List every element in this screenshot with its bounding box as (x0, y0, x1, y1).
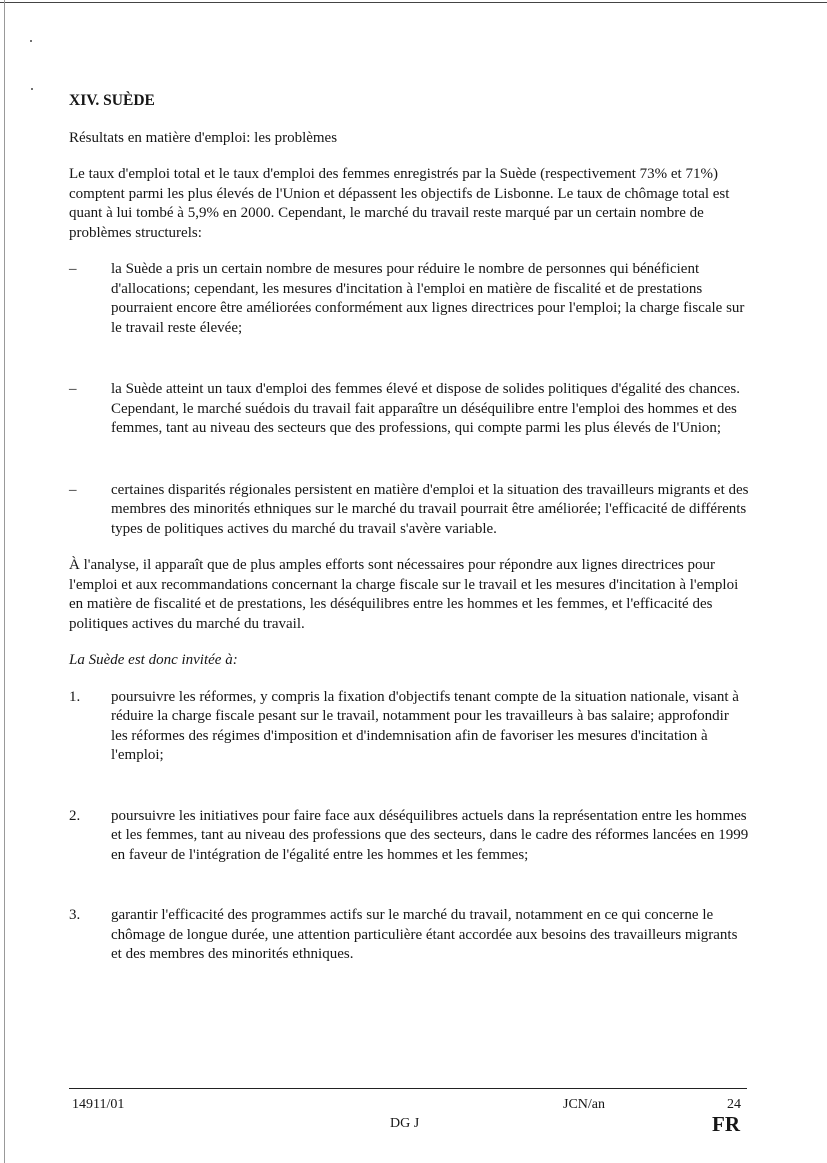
recommendations-list (69, 688, 749, 965)
list-item (69, 807, 749, 866)
number-marker: 2. (69, 807, 81, 824)
scan-speck (30, 40, 32, 42)
problems-list (69, 260, 749, 539)
list-item-text: garantir l'efficacité des programmes actifs sur le marché du travail, notamment en ce qui concerne le chômage de longue durée, une attention particulière étant accordée aux besoins des travailleurs migrants et des membres des minorités ethniques. (111, 907, 738, 962)
invitation-heading: La Suède est donc invitée à: (69, 652, 238, 668)
left-margin-line (4, 0, 5, 1163)
page-number: 24 (727, 1097, 741, 1112)
document-body (69, 91, 749, 1006)
language-code: FR (712, 1112, 740, 1136)
list-item (69, 688, 749, 766)
list-item-text: certaines disparités régionales persistent en matière d'emploi et la situation des travailleurs migrants et des membres des minorités ethniques sur le marché du travail pourrait être améliorée; l'efficacité de différents types de politiques actives du marché du travail s'avère variable. (111, 481, 749, 537)
number-marker: 1. (69, 688, 81, 705)
section-title: XIV. SUÈDE (69, 92, 155, 109)
intro-paragraph: Le taux d'emploi total et le taux d'emploi des femmes enregistrés par la Suède (respectivement 73% et 71%) comptent parmi les plus élevés de l'Union et dépassent les objectifs de Lisbonne. Le taux de chômage total est quant à lui tombé à 5,9% en 2000. Cependant, le marché du travail reste marqué par un certain nombre de problèmes structurels: (69, 166, 730, 241)
author-code: JCN/an (563, 1097, 605, 1112)
dash-marker: – (69, 481, 77, 498)
analysis-paragraph: À l'analyse, il apparaît que de plus amples efforts sont nécessaires pour répondre aux lignes directrices pour l'emploi et aux recommandations concernant la charge fiscale sur le travail et les mesures d'incitation à l'emploi en matière de fiscalité et de prestations, les déséquilibres entre les hommes et les femmes, et l'efficacité des politiques actives du marché du travail. (69, 557, 739, 632)
list-item-text: poursuivre les réformes, y compris la fixation d'objectifs tenant compte de la situation nationale, visant à réduire la charge fiscale pesant sur le travail, notamment pour les travailleurs à bas salaire; approfondir les réformes des régimes d'imposition et d'indemnisation afin de favoriser les mesures d'incitation à l'emploi; (111, 688, 739, 763)
list-item-text: la Suède atteint un taux d'emploi des femmes élevé et dispose de solides politiques d'égalité des chances. Cependant, le marché suédois du travail fait apparaître un déséquilibre entre l'emploi des hommes et des femmes, tant au niveau des secteurs que des professions, qui compte parmi les plus élevés de l'Union; (111, 381, 740, 436)
list-item-text: poursuivre les initiatives pour faire face aux déséquilibres actuels dans la représentation entre les hommes et les femmes, tant au niveau des professions que des secteurs, dans le cadre des réformes lancées en 1999 en faveur de l'intégration de l'égalité entre les hommes et les femmes; (111, 807, 749, 863)
section-subtitle: Résultats en matière d'emploi: les problèmes (69, 129, 338, 146)
list-item (69, 260, 749, 338)
top-border-line (0, 2, 827, 3)
list-item (69, 906, 749, 965)
doc-number: 14911/01 (72, 1097, 125, 1112)
footer-divider (69, 1088, 747, 1089)
list-item-text: la Suède a pris un certain nombre de mesures pour réduire le nombre de personnes qui bénéficient d'allocations; cependant, les mesures d'incitation à l'emploi en matière de fiscalité et de prestations pourraient encore être améliorées conformément aux lignes directrices pour l'emploi; la charge fiscale sur le travail reste élevée; (111, 261, 745, 336)
list-item (69, 481, 749, 540)
dash-marker: – (69, 381, 77, 397)
list-item (69, 380, 749, 439)
directorate-code: DG J (390, 1116, 420, 1131)
dash-marker: – (69, 261, 77, 277)
scan-speck (31, 88, 33, 90)
number-marker: 3. (69, 907, 81, 923)
